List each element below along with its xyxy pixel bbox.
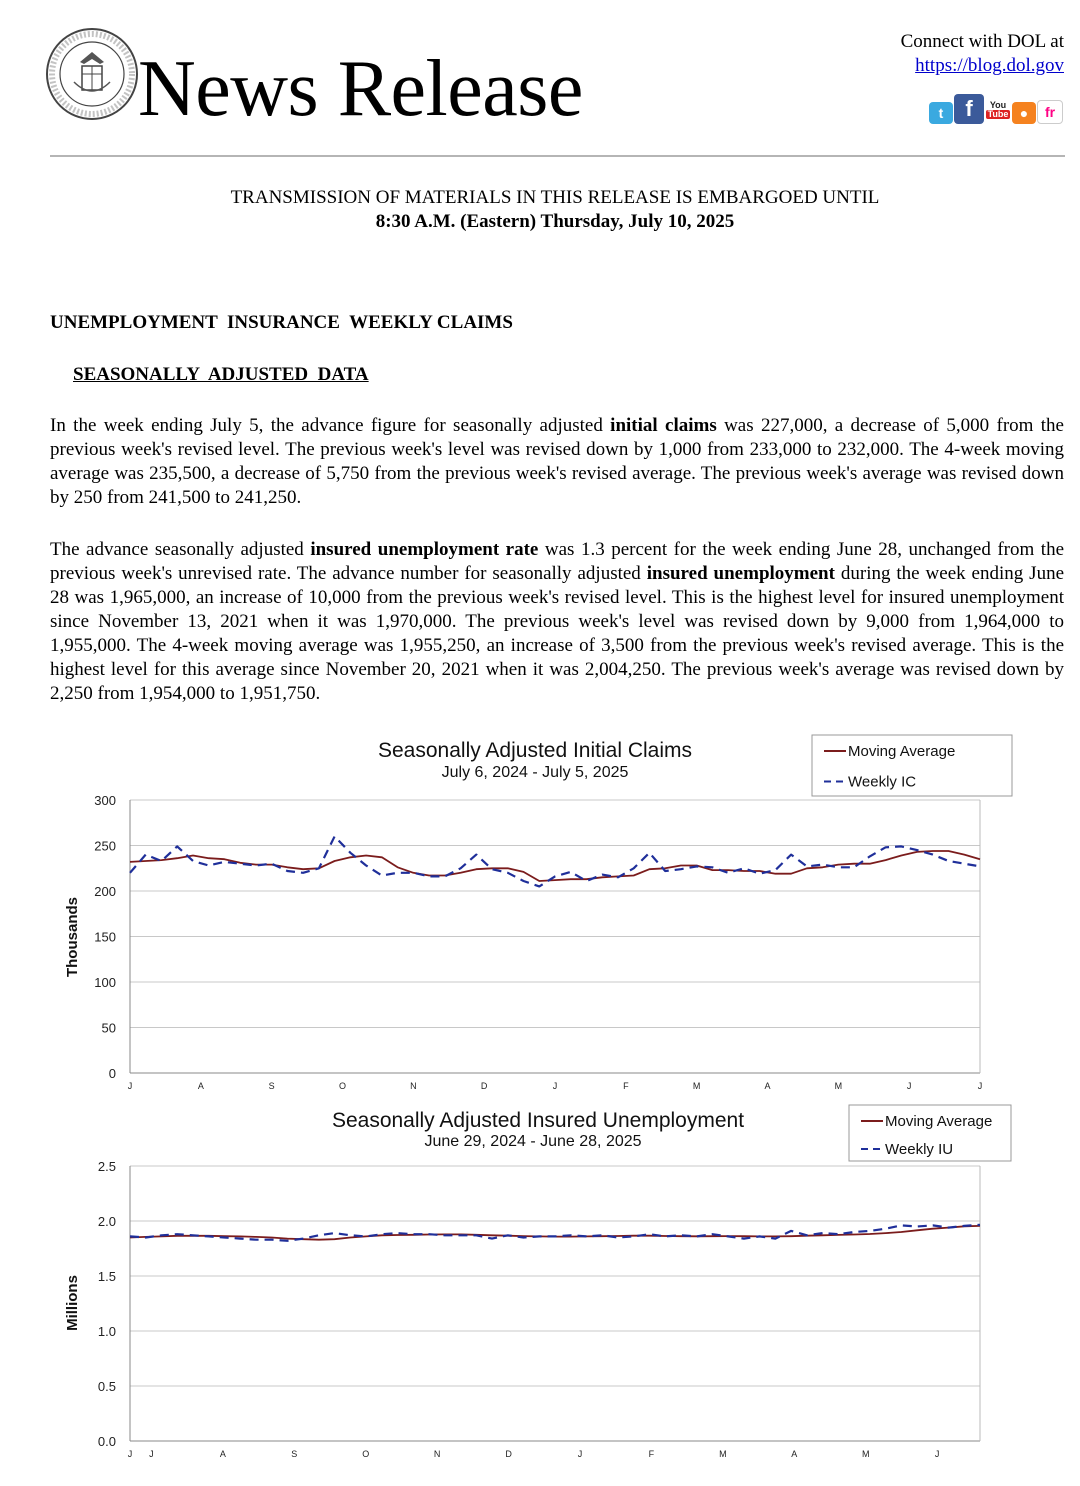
subsection-heading: SEASONALLY ADJUSTED DATA [73, 364, 369, 385]
insured-unemployment-paragraph [50, 538, 1064, 706]
header-divider [50, 155, 1065, 157]
x-tick-label: D [480, 1081, 488, 1091]
para1-bold-initial-claims: initial claims [610, 415, 717, 436]
x-tick-label: J [552, 1081, 558, 1091]
insured-unemployment-chart [0, 1095, 1080, 1473]
legend-entry: Moving Average [848, 743, 956, 760]
section-heading: UNEMPLOYMENT INSURANCE WEEKLY CLAIMS [50, 312, 513, 333]
legend-entry: Weekly IU [885, 1141, 954, 1158]
x-tick-label: F [623, 1081, 629, 1091]
y-tick-label: 2.5 [97, 1159, 116, 1174]
y-tick-label: 100 [94, 975, 116, 990]
legend-entry: Moving Average [885, 1113, 993, 1130]
page-title: News Release [138, 45, 583, 133]
x-tick-label: A [197, 1081, 204, 1091]
connect-text: Connect with DOL at [900, 31, 1064, 52]
flickr-icon[interactable]: fr [1037, 100, 1063, 124]
y-axis-label: Thousands [64, 896, 81, 978]
para2-text-a: The advance seasonally adjusted [50, 539, 311, 560]
facebook-icon[interactable]: f [954, 94, 984, 124]
initial-claims-chart-svg [0, 725, 1080, 1095]
blog-icon[interactable]: ● [1012, 102, 1036, 124]
y-tick-label: 150 [94, 929, 116, 945]
insured-unemployment-chart-svg [0, 1095, 1080, 1473]
chart-subtitle: July 6, 2024 - July 5, 2025 [441, 764, 629, 781]
x-tick-label: M [861, 1449, 870, 1459]
x-tick-label: J [127, 1081, 133, 1091]
social-icons [929, 94, 1063, 124]
x-tick-label: D [505, 1449, 512, 1459]
x-tick-label: M [834, 1081, 843, 1091]
x-tick-label: M [692, 1081, 701, 1091]
x-tick-label: N [410, 1081, 417, 1091]
x-tick-label: J [149, 1449, 154, 1459]
embargo-time: 8:30 A.M. (Eastern) Thursday, July 10, 2025 [375, 211, 735, 232]
twitter-icon[interactable]: t [929, 102, 953, 124]
para1-text-a: In the week ending July 5, the advance figure for seasonally adjusted [50, 415, 611, 436]
y-tick-label: 200 [94, 884, 116, 899]
connect-block [901, 30, 1064, 78]
x-tick-label: A [219, 1449, 226, 1459]
x-tick-label: J [934, 1449, 940, 1459]
y-tick-label: 250 [94, 838, 116, 854]
y-tick-label: 2.0 [97, 1214, 116, 1229]
x-tick-label: O [362, 1449, 370, 1459]
y-tick-label: 1.5 [97, 1269, 116, 1284]
para1-text-c: was 227,000, a decrease of 5,000 from the previous week's revised level. The previous week's level was revised down by 1,000 from 233,000 to 232,000. The 4-week moving average was 235,500, a decrease of 5,750 from the previous week's revised average. The previous week's average was revised down by 250 from 241,500 to 241,250. [50, 415, 1064, 508]
y-axis-label: Millions [64, 1275, 81, 1331]
x-tick-label: J [977, 1081, 983, 1091]
x-tick-label: J [127, 1449, 133, 1459]
y-tick-label: 1.0 [97, 1324, 116, 1339]
x-tick-label: A [764, 1081, 771, 1091]
dol-seal-icon [44, 26, 140, 122]
x-tick-label: S [291, 1449, 298, 1459]
embargo-notice: TRANSMISSION OF MATERIALS IN THIS RELEASE IS EMBARGOED UNTIL [230, 187, 880, 208]
chart-subtitle: June 29, 2024 - June 28, 2025 [424, 1133, 642, 1150]
initial-claims-paragraph [50, 414, 1064, 510]
x-tick-label: J [577, 1449, 583, 1459]
para2-text-e: during the week ending June 28 was 1,965,000, an increase of 10,000 from the previous week's revised level. This is the highest level for insured unemployment since November 13, 2021 when it was 1,970,000. The previous week's level was revised down by 9,000 from 1,964,000 to 1,955,000. The 4-week moving average was 1,955,250, an increase of 3,500 from the previous week's revised average. This is the highest level for this average since November 20, 2021 when it was 2,004,250. The previous week's average was revised down by 2,250 from 1,954,000 to 1,951,750. [50, 563, 1065, 704]
y-tick-label: 50 [101, 1020, 116, 1036]
moving-average-line [130, 1226, 980, 1240]
y-tick-label: 0 [108, 1066, 116, 1081]
blog-link[interactable]: https://blog.dol.gov [915, 55, 1064, 76]
initial-claims-chart [0, 725, 1080, 1095]
weekly-series-line [130, 836, 980, 886]
x-tick-label: O [338, 1081, 347, 1091]
y-tick-label: 300 [94, 793, 116, 808]
x-tick-label: A [791, 1449, 798, 1459]
weekly-series-line [130, 1225, 980, 1241]
para2-bold-rate: insured unemployment rate [310, 539, 539, 560]
x-tick-label: J [906, 1081, 912, 1091]
y-tick-label: 0.5 [97, 1379, 116, 1394]
y-tick-label: 0.0 [97, 1434, 116, 1449]
para2-text-c: was 1.3 percent for the week ending June 28, unchanged from the previous week's unrevised rate. The advance number for seasonally adjusted [50, 539, 1065, 584]
chart-title: Seasonally Adjusted Initial Claims [378, 739, 692, 762]
x-tick-label: S [268, 1081, 275, 1091]
x-tick-label: N [433, 1449, 441, 1459]
chart-title: Seasonally Adjusted Insured Unemployment [331, 1109, 745, 1132]
x-tick-label: M [719, 1449, 727, 1459]
para2-bold-insured: insured unemployment [646, 563, 835, 584]
x-tick-label: F [648, 1449, 655, 1459]
legend-entry: Weekly IC [848, 773, 917, 791]
youtube-icon[interactable]: You Tube [985, 96, 1011, 124]
